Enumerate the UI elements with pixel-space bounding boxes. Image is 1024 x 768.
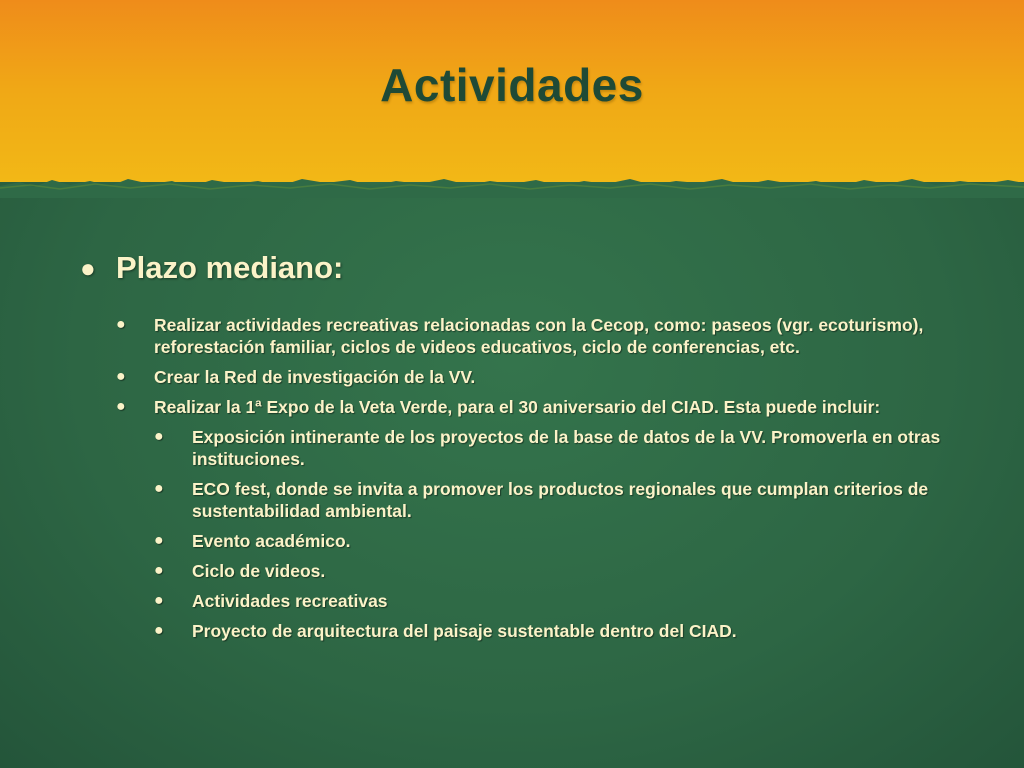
bullet-icon: ● (154, 622, 164, 639)
sub-list-item (154, 590, 990, 612)
bullet-icon: ● (116, 368, 126, 385)
sub-list-item (154, 478, 990, 522)
slide-content (80, 248, 990, 650)
sub-list-item-text: Ciclo de videos. (192, 561, 326, 581)
list-item-text: Realizar la 1ª Expo de la Veta Verde, para el 30 aniversario del CIAD. Esta puede incluir: (154, 397, 881, 417)
slide-title: Actividades (380, 59, 644, 111)
sub-list-item-text: Evento académico. (192, 531, 351, 551)
heading-text: Plazo mediano: (116, 250, 344, 285)
bullet-icon: ● (116, 398, 126, 415)
bullet-icon: ● (154, 592, 164, 609)
bullet-icon: ● (154, 562, 164, 579)
list-item (116, 366, 990, 388)
bullet-icon: ● (154, 428, 164, 445)
sub-list-item (154, 560, 990, 582)
sub-list-item-text: Actividades recreativas (192, 591, 388, 611)
list-item-text: Realizar actividades recreativas relacionadas con la Cecop, como: paseos (vgr. ecoturismo), reforestación familiar, ciclos de videos educativos, ciclo de conferencias, etc. (154, 315, 924, 357)
torn-edge-divider (0, 168, 1024, 198)
bullet-icon: ● (154, 532, 164, 549)
bullet-icon: ● (154, 480, 164, 497)
bullet-icon: ● (116, 316, 126, 333)
list-item (116, 396, 990, 418)
sub-list-item-text: ECO fest, donde se invita a promover los productos regionales que cumplan criterios de sustentabilidad ambiental. (192, 479, 929, 521)
list-item-text: Crear la Red de investigación de la VV. (154, 367, 476, 387)
sub-list-item (154, 426, 990, 470)
sub-list-item-text: Exposición intinerante de los proyectos de la base de datos de la VV. Promoverla en otras instituciones. (192, 427, 941, 469)
heading-bullet-item (80, 248, 990, 288)
sub-list-item (154, 620, 990, 642)
sub-list-item (154, 530, 990, 552)
sub-list-item-text: Proyecto de arquitectura del paisaje sustentable dentro del CIAD. (192, 621, 737, 641)
bullet-icon: ● (80, 253, 96, 283)
list-item (116, 314, 990, 358)
